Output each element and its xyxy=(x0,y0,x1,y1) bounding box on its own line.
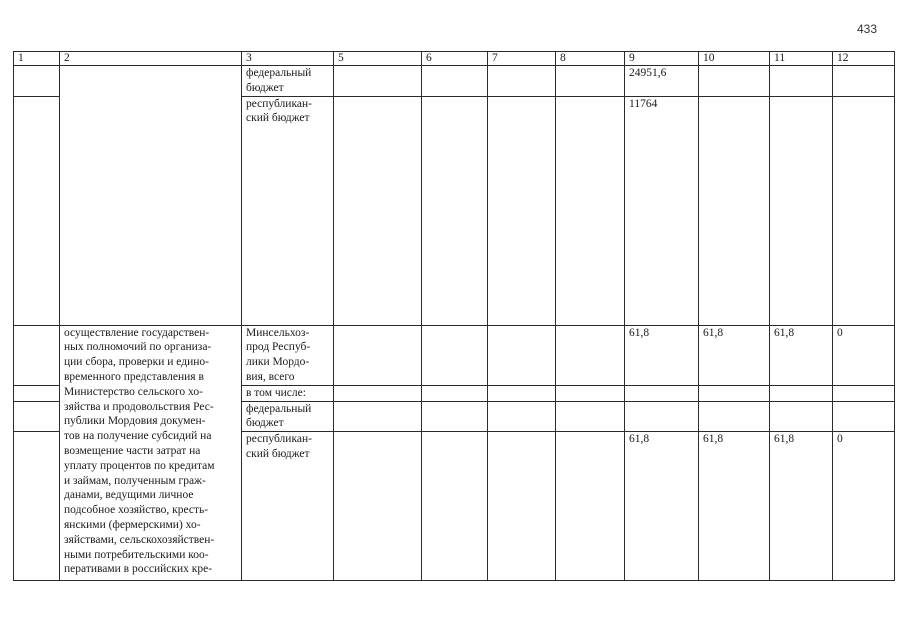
header-cell: 7 xyxy=(488,52,556,66)
cell-col3: республикан- ский бюджет xyxy=(242,432,334,581)
cell-col9: 61,8 xyxy=(625,432,699,581)
cell-description: осуществление государствен- ных полномочий по организа- ции сбора, проверки и едино- временного представления в Министерство сельского хо- зяйства и продовольствия Рес- публики Мордовия докумен- тов на получение субсидий на возмещение части затрат на уплату процентов по кредитам и займам, полученным граж- данами, ведущими личное подсобное хозяйство, кресть- янскими (фермерскими) хо- зяйствами, сельскохозяйствен- ными потребительскими коо- перативами в российских кре- xyxy=(60,325,242,581)
page-number: 433 xyxy=(857,22,878,36)
cell-col1 xyxy=(14,66,60,97)
cell-col1 xyxy=(14,96,60,325)
cell-col12: 0 xyxy=(833,325,895,385)
header-row xyxy=(14,52,895,66)
cell-col3: Минсельхоз- прод Респуб- лики Мордо- вия, всего xyxy=(242,325,334,385)
header-cell: 2 xyxy=(60,52,242,66)
budget-table xyxy=(13,51,895,581)
cell-col3: федеральный бюджет xyxy=(242,66,334,97)
cell-col9: 24951,6 xyxy=(625,66,699,97)
cell-col1 xyxy=(14,432,60,581)
header-cell: 5 xyxy=(334,52,422,66)
cell-col9: 61,8 xyxy=(625,325,699,385)
header-cell: 11 xyxy=(770,52,833,66)
table-row xyxy=(14,325,895,385)
cell-col10: 61,8 xyxy=(699,432,770,581)
cell-col3: республикан- ский бюджет xyxy=(242,96,334,325)
header-cell: 12 xyxy=(833,52,895,66)
header-cell: 9 xyxy=(625,52,699,66)
header-cell: 8 xyxy=(556,52,625,66)
header-cell: 6 xyxy=(422,52,488,66)
cell-col9: 11764 xyxy=(625,96,699,325)
cell-col11: 61,8 xyxy=(770,432,833,581)
cell-col1 xyxy=(14,401,60,432)
cell-col3: в том числе: xyxy=(242,385,334,401)
cell-col1 xyxy=(14,325,60,385)
cell-col12: 0 xyxy=(833,432,895,581)
table-row xyxy=(14,66,895,97)
cell-col11: 61,8 xyxy=(770,325,833,385)
header-cell: 1 xyxy=(14,52,60,66)
cell-col3: федеральный бюджет xyxy=(242,401,334,432)
header-cell: 10 xyxy=(699,52,770,66)
cell-col1 xyxy=(14,385,60,401)
header-cell: 3 xyxy=(242,52,334,66)
cell-col10: 61,8 xyxy=(699,325,770,385)
cell-col2 xyxy=(60,66,242,326)
